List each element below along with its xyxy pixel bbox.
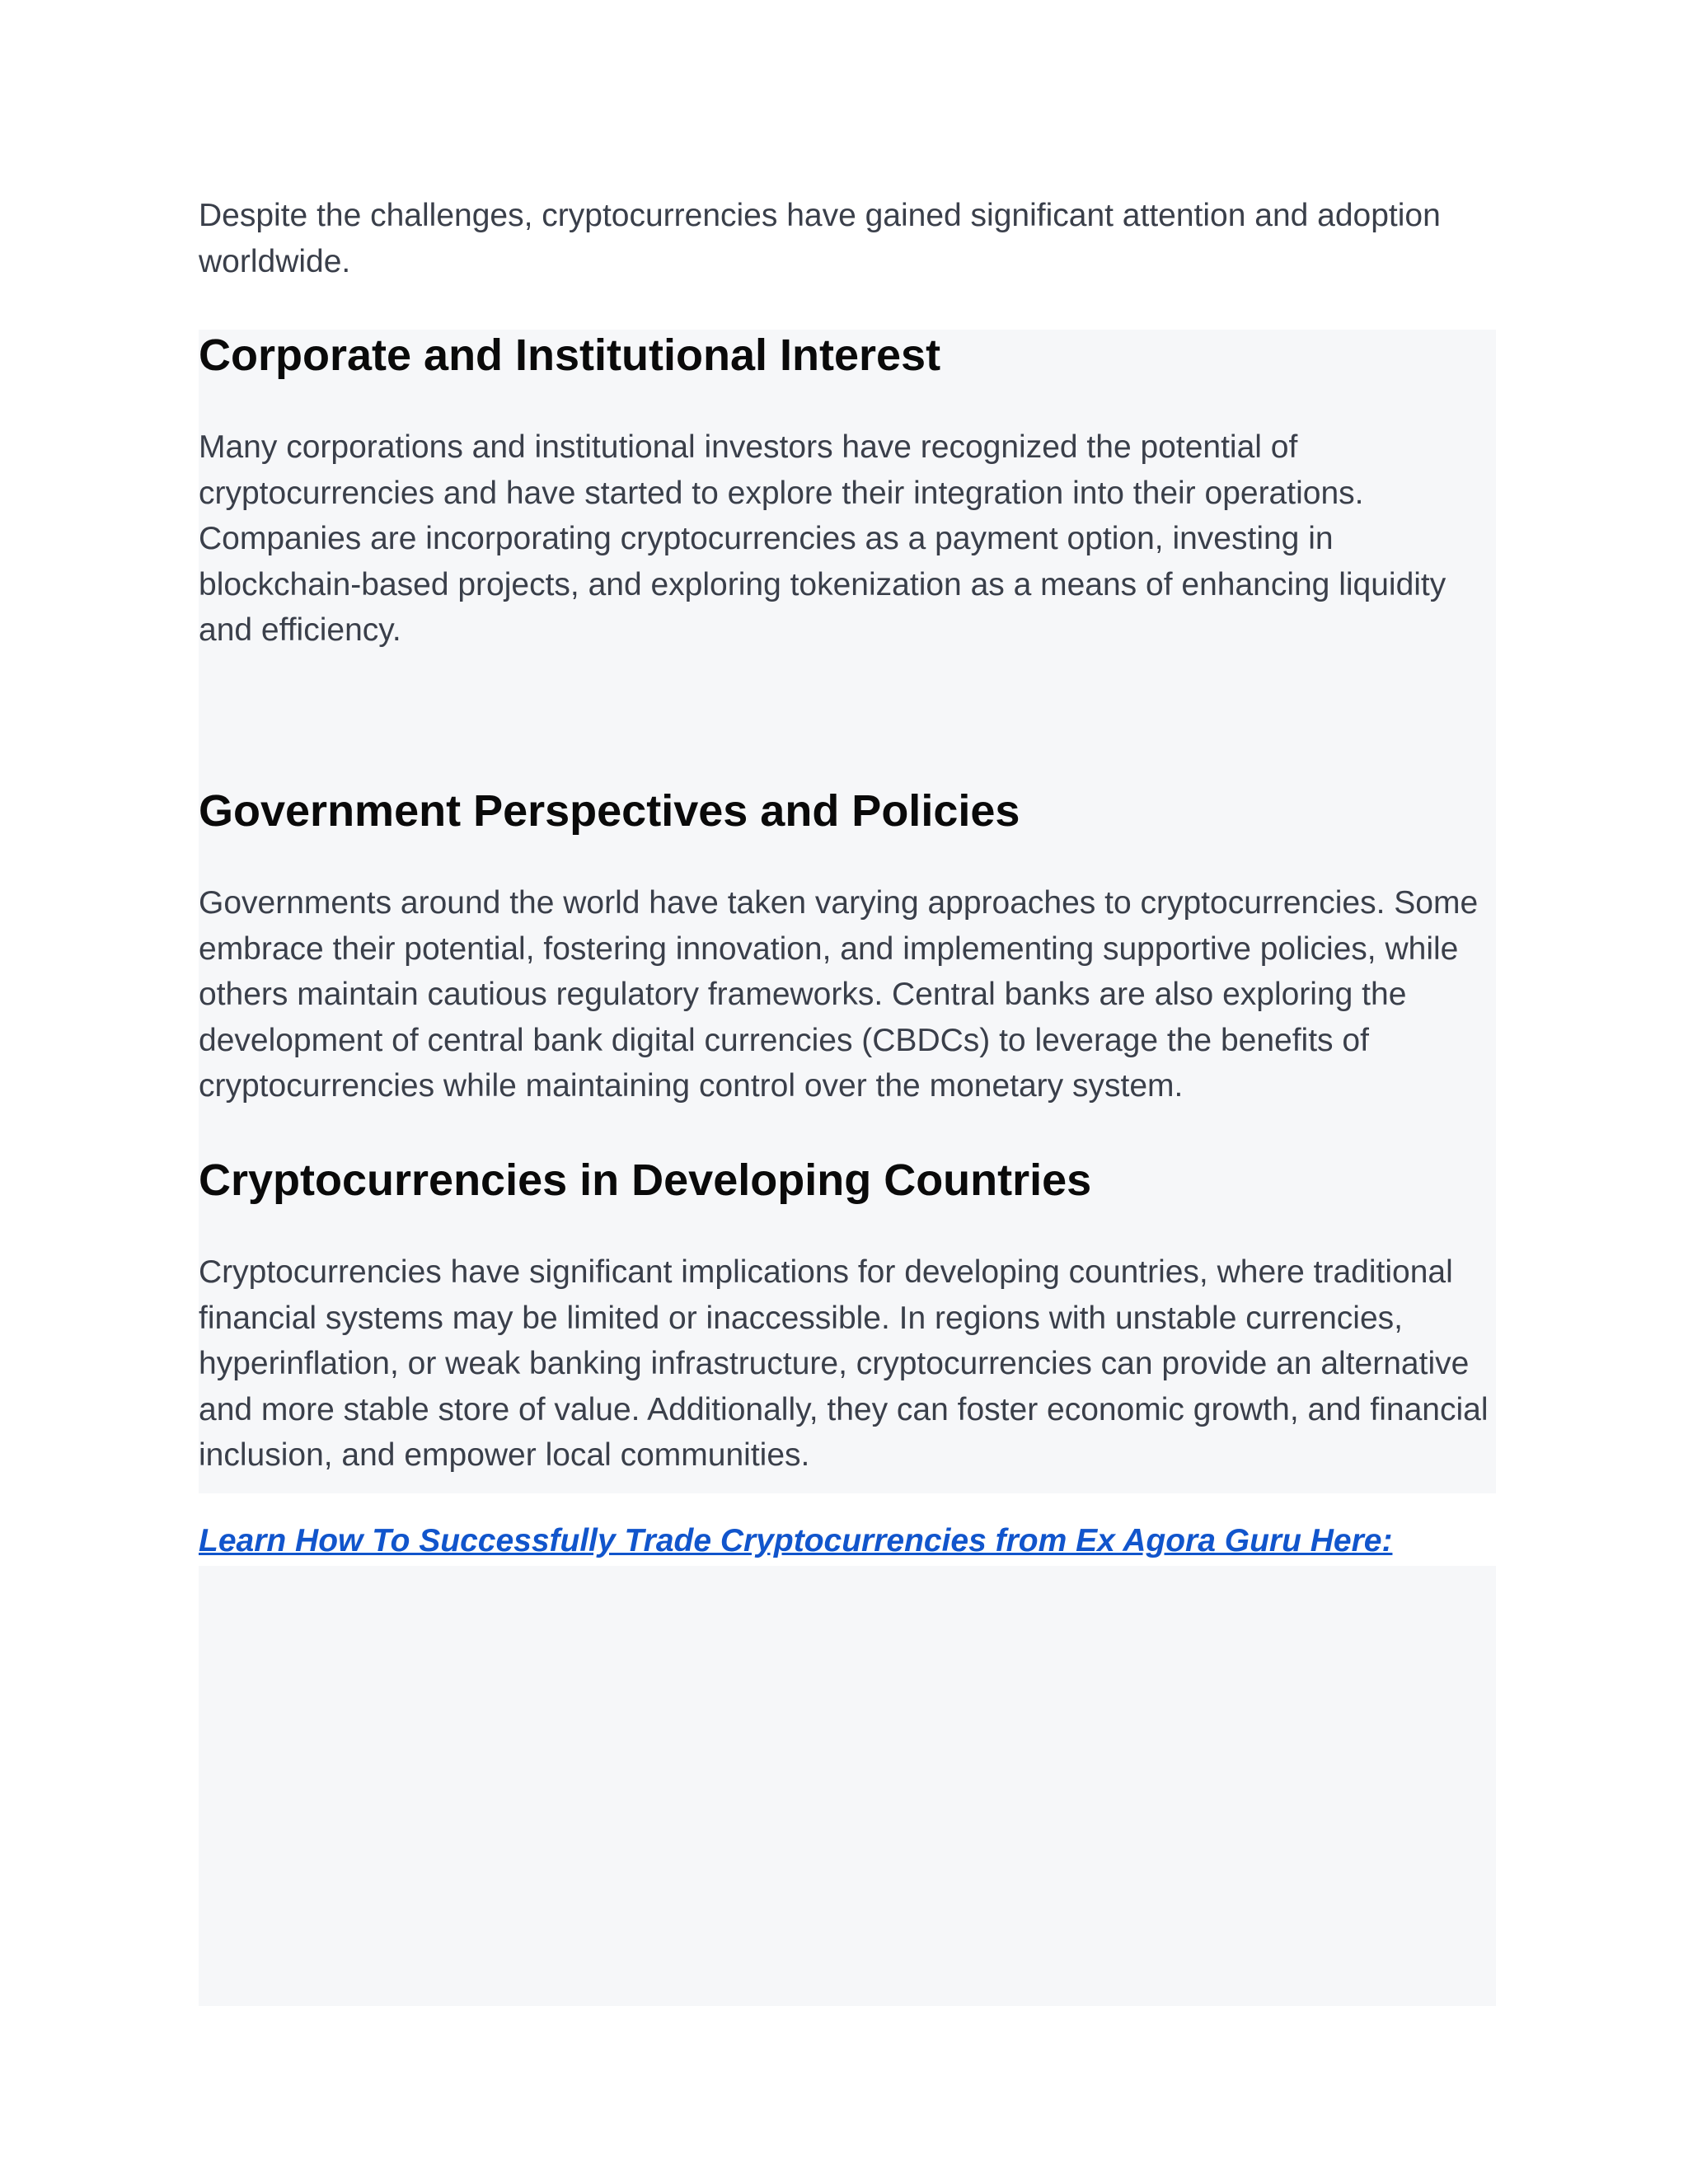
section-heading-corporate: Corporate and Institutional Interest bbox=[199, 330, 941, 380]
section-heading-developing-countries: Cryptocurrencies in Developing Countries bbox=[199, 1155, 1092, 1205]
section-heading-government: Government Perspectives and Policies bbox=[199, 786, 1020, 836]
section-body-government: Governments around the world have taken varying approaches to cryptocurrencies. Some embrace their potential, fostering innovation, and implementing supportive policies, while others maintain cautious regulatory frameworks. Central banks are also exploring the development of central bank digital currencies (CBDCs) to leverage the benefits of cryptocurrencies while maintaining control over the monetary system. bbox=[199, 885, 1479, 1104]
trading-course-link[interactable]: Learn How To Successfully Trade Cryptocurrencies from Ex Agora Guru Here: bbox=[199, 1523, 1393, 1558]
embed-placeholder bbox=[199, 1566, 1496, 2006]
section-body-corporate: Many corporations and institutional investors have recognized the potential of cryptocurrencies and have started to explore their integration into their operations. Companies are incorporating cryptocurrencies as a payment option, investing in blockchain-based projects, and exploring tokenization as a means of enhancing liquidity and efficiency. bbox=[199, 429, 1447, 648]
section-body-developing-countries: Cryptocurrencies have significant implications for developing countries, where traditional financial systems may be limited or inaccessible. In regions with unstable currencies, hyperinflation, or weak banking infrastructure, cryptocurrencies can provide an alternative and more stable store of value. Additionally, they can foster economic growth, and financial inclusion, and empower local communities. bbox=[199, 1254, 1489, 1473]
intro-paragraph: Despite the challenges, cryptocurrencies have gained significant attention and adoption worldwide. bbox=[199, 198, 1441, 279]
